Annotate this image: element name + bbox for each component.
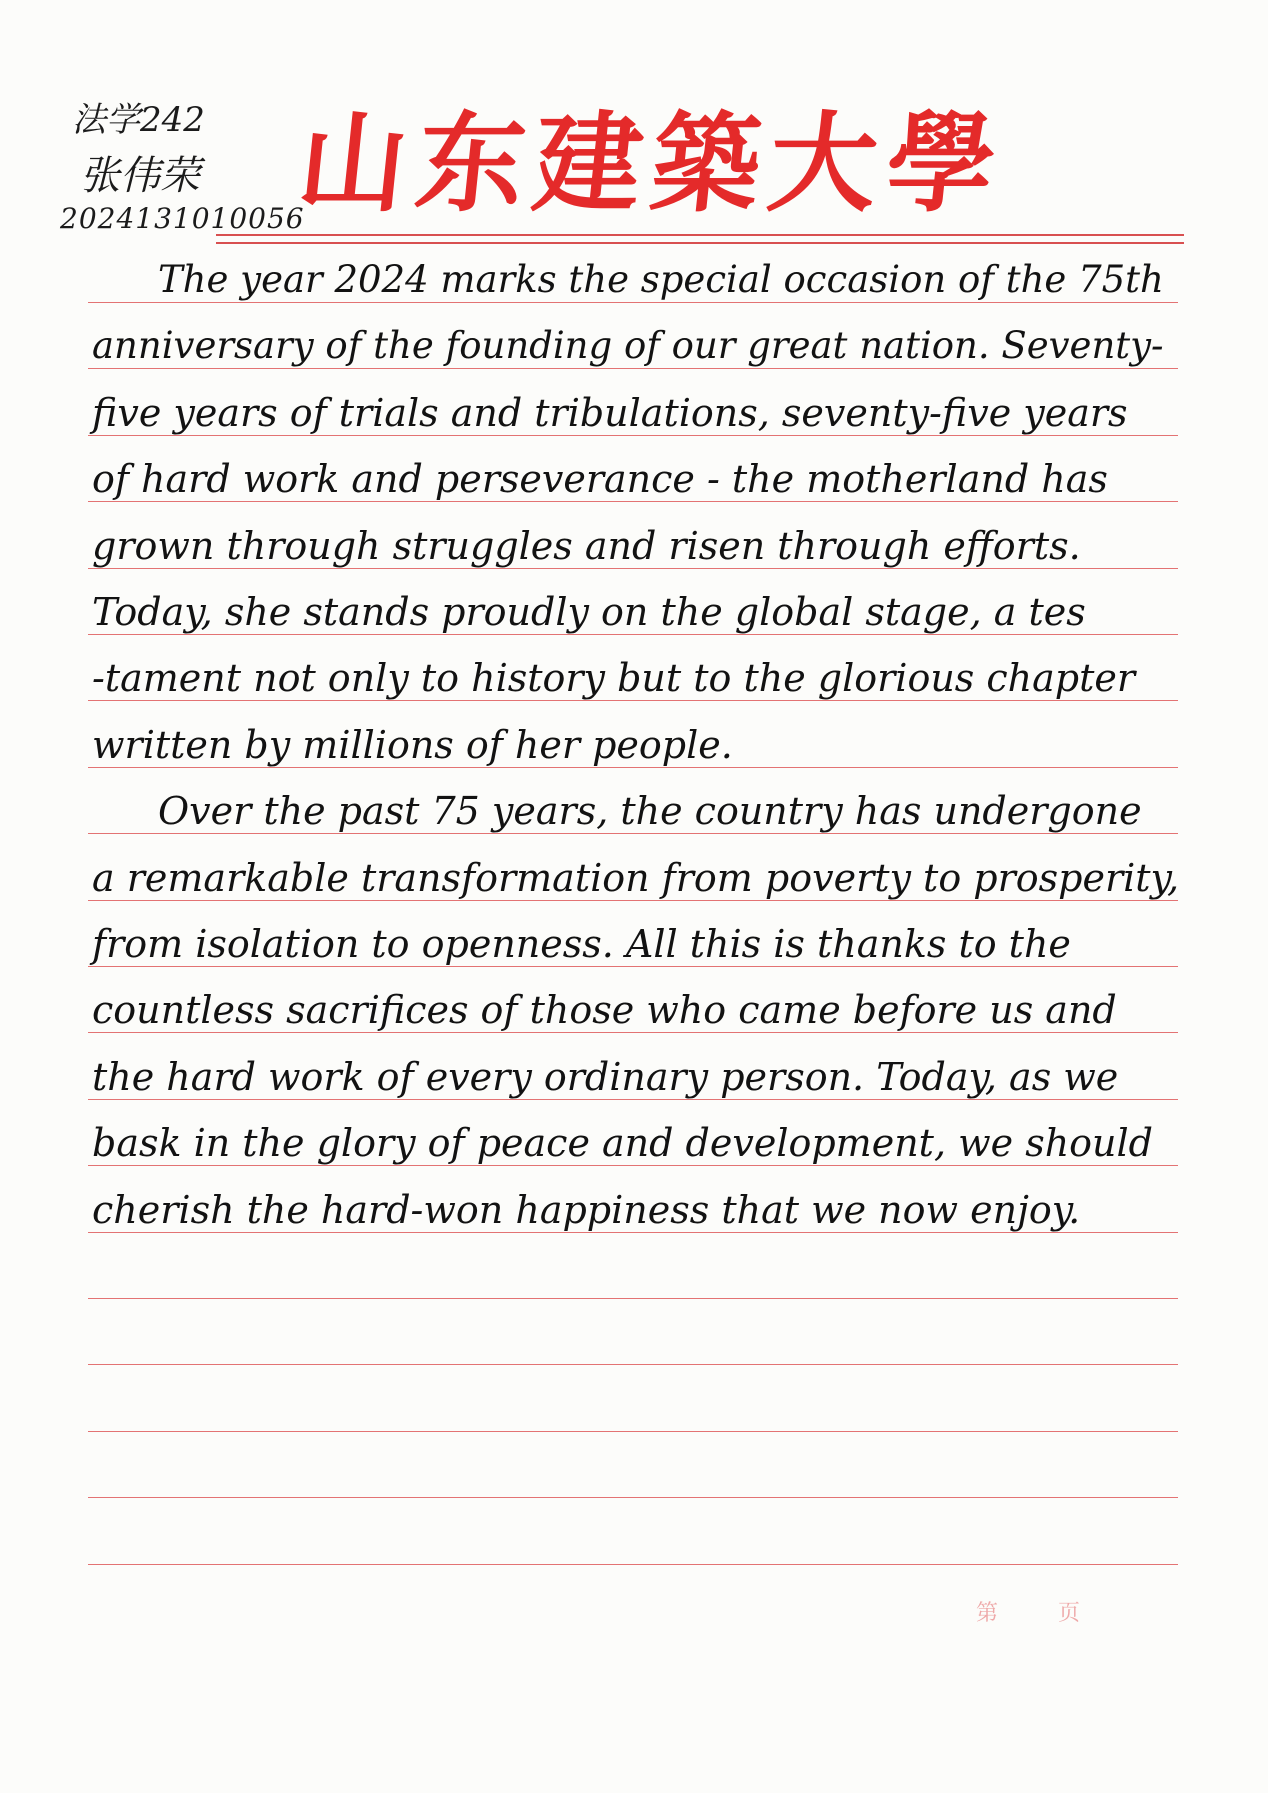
- footer-label-di: 第: [976, 1601, 999, 1626]
- student-name: 张伟荣: [80, 153, 200, 199]
- university-char: 築: [645, 100, 771, 227]
- student-class: 法学242: [72, 100, 205, 140]
- essay-line: a remarkable transformation from poverty to prosperity,: [92, 855, 1180, 900]
- essay-line: grown through struggles and risen through efforts.: [92, 523, 1081, 568]
- essay-line: bask in the glory of peace and development, we should: [92, 1121, 1153, 1166]
- essay-line: written by millions of her people.: [92, 722, 733, 767]
- essay-line: Today, she stands proudly on the global stage, a tes: [92, 590, 1086, 634]
- ruled-line: [88, 1431, 1178, 1432]
- header-rule: [216, 242, 1184, 244]
- ruled-line: [88, 1497, 1178, 1498]
- essay-line: anniversary of the founding of our great nation. Seventy-: [92, 324, 1164, 368]
- footer-label-ye: 页: [1058, 1601, 1081, 1626]
- university-char: 山: [292, 100, 418, 227]
- university-char: 东: [409, 100, 536, 227]
- university-char: 學: [880, 100, 1006, 227]
- essay-line: five years of trials and tribulations, seventy-five years: [92, 390, 1128, 435]
- essay-line: from isolation to openness. All this is thanks to the: [92, 922, 1071, 966]
- essay-line: -tament not only to history but to the glorious chapter: [92, 656, 1136, 701]
- essay-line: the hard work of every ordinary person. Today, as we: [92, 1054, 1119, 1099]
- student-id: 2024131010056: [60, 202, 305, 235]
- essay-line: countless sacrifices of those who came before us and: [92, 988, 1117, 1033]
- essay-line: The year 2024 marks the special occasion of the 75th: [158, 258, 1164, 301]
- ruled-line: [88, 1564, 1178, 1565]
- ruled-line: [88, 1364, 1178, 1365]
- ruled-line: [88, 1298, 1178, 1299]
- university-title: [292, 84, 1006, 227]
- university-char: 大: [762, 100, 889, 227]
- university-char: 建: [527, 100, 653, 227]
- essay-line: cherish the hard-won happiness that we now enjoy.: [92, 1187, 1081, 1232]
- essay-line: Over the past 75 years, the country has undergone: [158, 789, 1142, 834]
- page-number-footer: [976, 1596, 1096, 1636]
- header-rule: [216, 234, 1184, 236]
- essay-line: of hard work and perseverance - the motherland has: [92, 457, 1108, 502]
